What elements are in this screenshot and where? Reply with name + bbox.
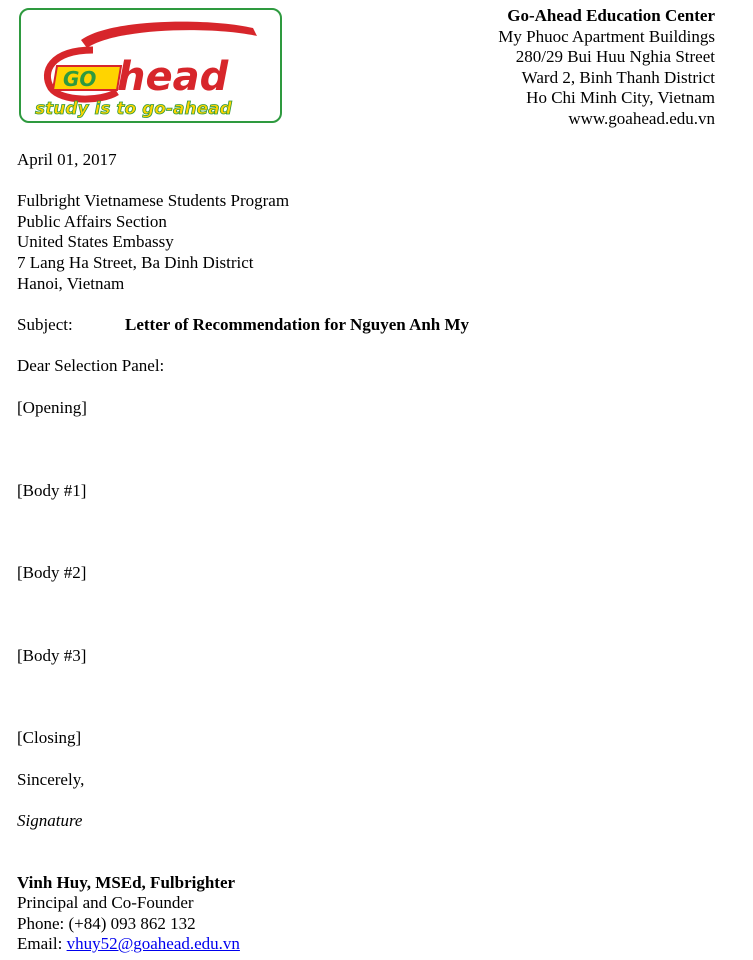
logo-head-text: head — [117, 54, 229, 100]
recipient-line: Fulbright Vietnamese Students Program — [17, 191, 290, 210]
logo-graphic — [21, 10, 282, 123]
sender-address-line: Ward 2, Binh Thanh District — [521, 67, 715, 87]
sender-address-block — [498, 6, 715, 130]
sender-address-line: 280/29 Bui Huu Nghia Street — [515, 47, 715, 67]
sender-website: www.goahead.edu.vn — [568, 108, 715, 128]
sender-address-line: My Phuoc Apartment Buildings — [498, 26, 715, 46]
salutation: Dear Selection Panel: — [17, 356, 165, 375]
signature-placeholder: Signature — [17, 811, 83, 830]
email-link[interactable]: vhuy52@goahead.edu.vn — [66, 934, 240, 953]
body1-placeholder: [Body #1] — [17, 481, 87, 500]
letter-date: April 01, 2017 — [17, 150, 117, 169]
signoff: Sincerely, — [17, 770, 85, 789]
opening-placeholder: [Opening] — [17, 398, 87, 417]
logo-go-text: GO — [63, 67, 97, 91]
body3-placeholder: [Body #3] — [17, 646, 87, 665]
recipient-line: United States Embassy — [17, 232, 174, 251]
recipient-line: Hanoi, Vietnam — [17, 274, 125, 293]
closing-placeholder: [Closing] — [17, 728, 82, 747]
signer-name: Vinh Huy, MSEd, Fulbrighter — [17, 873, 236, 892]
subject-value: Letter of Recommendation for Nguyen Anh My — [125, 315, 470, 334]
body2-placeholder: [Body #2] — [17, 563, 87, 582]
logo-tagline: study is to go-ahead — [35, 99, 232, 119]
recipient-line: Public Affairs Section — [17, 212, 167, 231]
sender-address-line: Ho Chi Minh City, Vietnam — [526, 88, 715, 108]
company-logo — [19, 8, 282, 123]
signer-email-line — [17, 934, 240, 955]
recipient-line: 7 Lang Ha Street, Ba Dinh District — [17, 253, 254, 272]
subject-label: Subject: — [17, 315, 73, 334]
sender-organization: Go-Ahead Education Center — [507, 6, 715, 25]
signer-phone: Phone: (+84) 093 862 132 — [17, 914, 196, 933]
logo-swoosh — [81, 22, 257, 48]
signer-title: Principal and Co-Founder — [17, 893, 194, 912]
email-label: Email: — [17, 934, 67, 953]
